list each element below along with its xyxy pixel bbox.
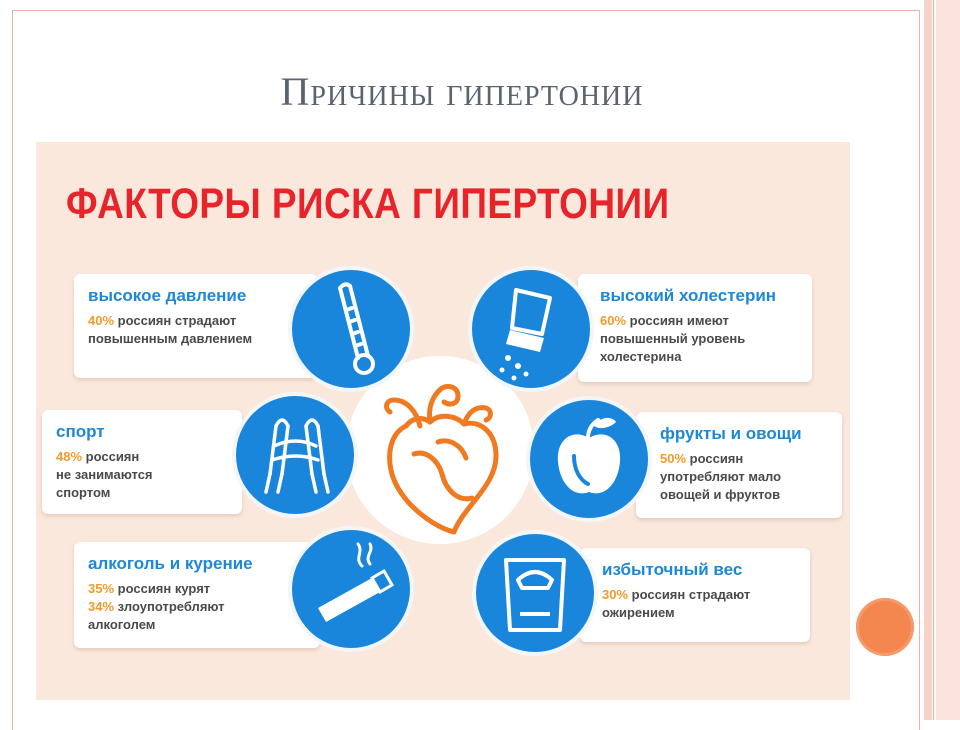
factor-line: 48% россиян xyxy=(56,449,140,464)
factor-heading: высокое давление xyxy=(88,286,247,305)
factor-line: алкоголем xyxy=(88,617,156,632)
scale-icon xyxy=(476,534,594,652)
thermometer-icon xyxy=(292,270,410,388)
factor-line: 50% россиян xyxy=(660,451,744,466)
factor-heading: избыточный вес xyxy=(602,560,743,579)
factor-card-fruits xyxy=(636,412,842,518)
circle-sport xyxy=(236,396,354,514)
factor-line: употребляют мало xyxy=(660,469,782,484)
infographic xyxy=(36,142,850,700)
factor-line: 60% россиян имеют xyxy=(600,313,729,328)
factor-line: повышенным давлением xyxy=(88,331,253,346)
factor-line: спортом xyxy=(56,485,111,500)
circle-overweight xyxy=(476,534,594,652)
circle-high-cholesterol xyxy=(472,270,590,388)
factor-heading: спорт xyxy=(56,422,105,441)
factor-line: овощей и фруктов xyxy=(660,487,781,502)
slide-side-band-outer xyxy=(936,0,960,720)
slide-side-band xyxy=(924,0,932,720)
jump-rope-icon xyxy=(236,396,354,514)
infographic-title: ФАКТОРЫ РИСКА ГИПЕРТОНИИ xyxy=(66,180,670,228)
factor-heading: фрукты и овощи xyxy=(660,424,802,443)
circle-alcohol-smoking xyxy=(292,530,410,648)
factor-line: 30% россиян страдают xyxy=(602,587,751,602)
factor-line: повышенный уровень xyxy=(600,331,746,346)
factor-card-overweight xyxy=(580,548,810,642)
cigarette-icon xyxy=(292,530,410,648)
factor-line: холестерина xyxy=(600,349,682,364)
circle-fruits xyxy=(530,400,648,518)
factor-line: 35% россиян курят xyxy=(88,581,211,596)
apple-icon xyxy=(530,400,648,518)
slide-side-line xyxy=(933,0,934,720)
factor-line: не занимаются xyxy=(56,467,153,482)
factor-heading: высокий холестерин xyxy=(600,286,777,305)
factor-line: 40% россиян страдают xyxy=(88,313,237,328)
factor-card-sport xyxy=(42,410,242,514)
factor-line: ожирением xyxy=(602,605,675,620)
decorative-orange-circle xyxy=(856,598,914,656)
slide-title: Причины гипертонии xyxy=(280,69,644,114)
salt-shaker-icon xyxy=(472,270,590,388)
factor-line: 34% злоупотребляют xyxy=(88,599,225,614)
circle-high-pressure xyxy=(292,270,410,388)
factor-card-alcohol-smoking xyxy=(74,542,320,648)
factor-card-high-pressure xyxy=(74,274,318,378)
factor-heading: алкоголь и курение xyxy=(88,554,253,573)
factor-card-high-cholesterol xyxy=(578,274,812,382)
